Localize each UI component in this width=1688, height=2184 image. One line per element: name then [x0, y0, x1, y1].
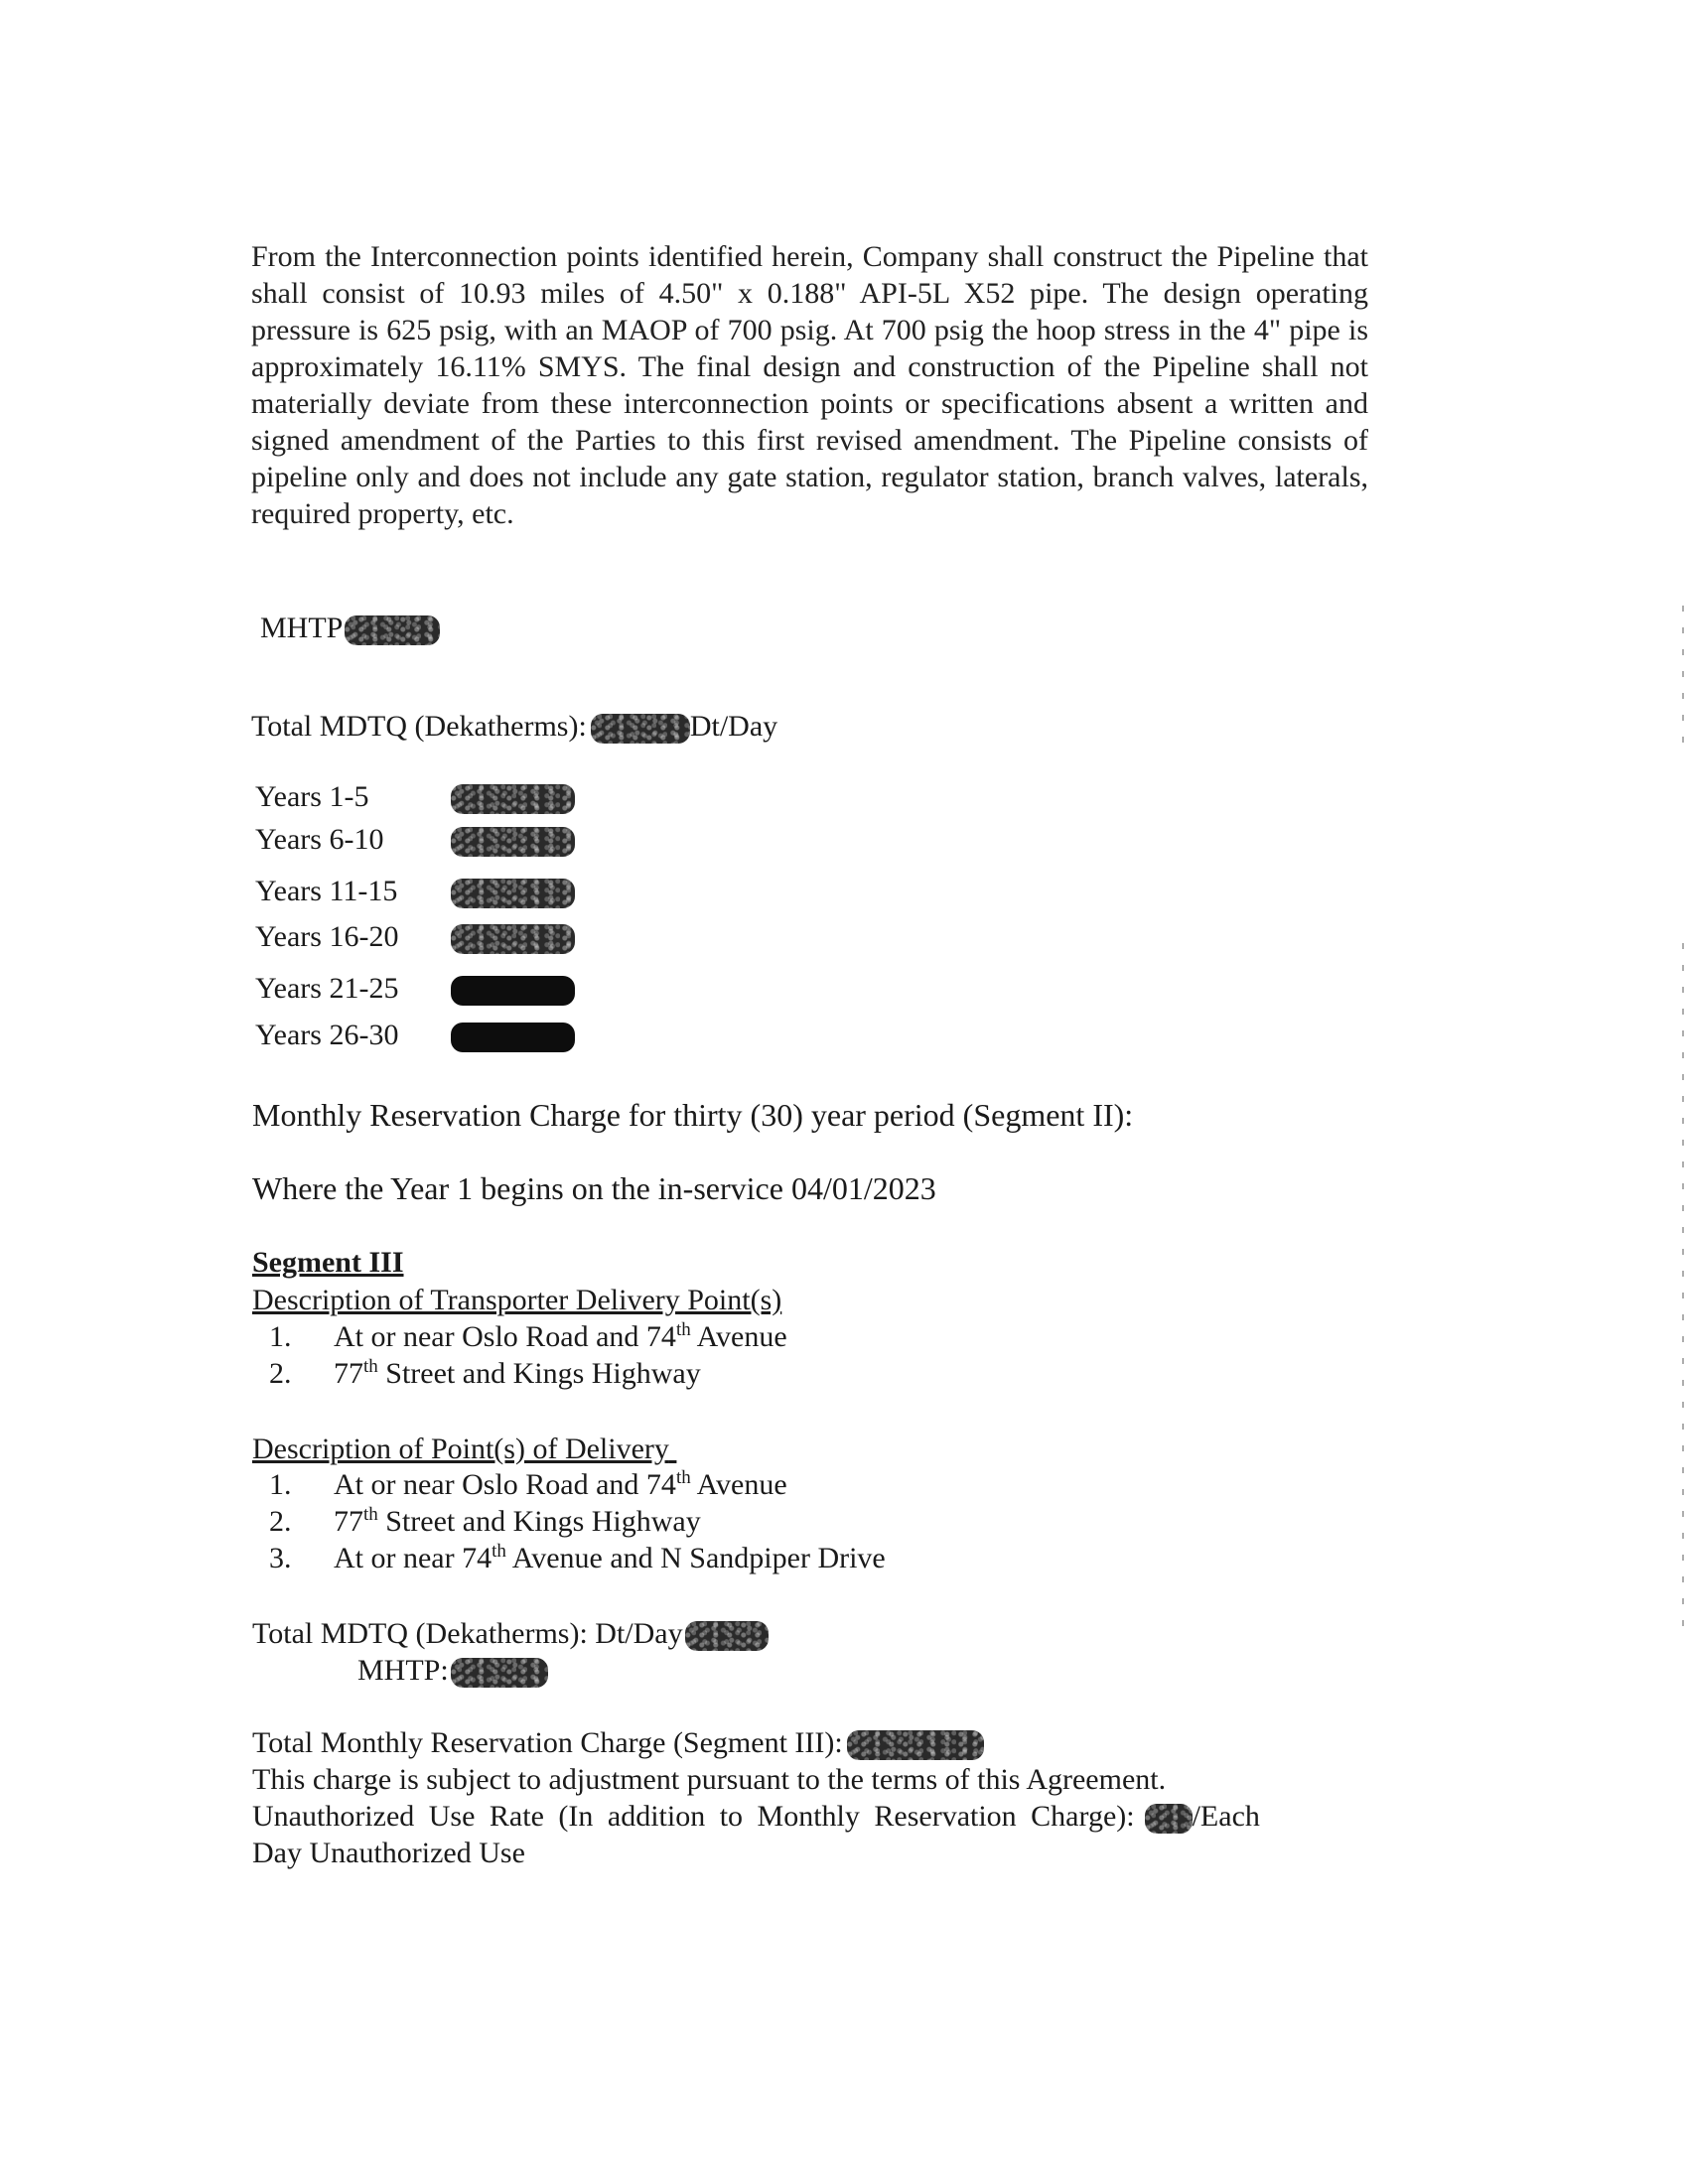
segment3-total-mdtq-label: Total MDTQ (Dekatherms): Dt/Day — [252, 1617, 683, 1650]
years-label: Years 21-25 — [255, 972, 399, 1005]
delivery-points-heading: Description of Point(s) of Delivery — [252, 1433, 669, 1465]
list-number: 2. — [269, 1505, 292, 1538]
redaction-block — [451, 784, 575, 814]
pipeline-description-paragraph: From the Interconnection points identified herein, Company shall construct the Pipeline that shall consist of 10.93 miles of 4.50" x 0.188" API-5L X52 pipe. The design operating pressure is 625 psig, with an MAOP of 700 psig. At 700 psig the hoop stress in the 4" pipe is approximately 16.11% SMYS. The final design and construction of the Pipeline shall not materially deviate from these interconnection points or specifications absent a written and signed amendment of the Parties to this first revised amendment. The Pipeline consists of pipeline only and does not include any gate station, regulator station, branch valves, laterals, required property, etc. — [251, 240, 1368, 530]
mhtp-label: MHTP — [260, 612, 344, 644]
list-item: At or near Oslo Road and 74th Avenue — [334, 1319, 787, 1353]
total-mdtq-label: Total MDTQ (Dekatherms): — [251, 710, 587, 743]
unauthorized-use-label: Unauthorized Use Rate (In addition to Monthly Reservation Charge): — [252, 1800, 1135, 1833]
year1-line: Where the Year 1 begins on the in-service 04/01/2023 — [252, 1170, 936, 1206]
unauthorized-use-line — [252, 1798, 1354, 1836]
redaction-block — [591, 714, 690, 744]
list-item: At or near Oslo Road and 74th Avenue — [334, 1467, 787, 1501]
redaction-block — [451, 924, 575, 954]
list-number: 2. — [269, 1357, 292, 1390]
transporter-delivery-heading: Description of Transporter Delivery Point(s) — [252, 1284, 782, 1316]
years-label: Years 16-20 — [255, 920, 399, 953]
scan-margin-mark — [1682, 943, 1684, 1638]
segment-iii-heading: Segment III — [252, 1246, 404, 1279]
years-label: Years 26-30 — [255, 1019, 399, 1051]
segment3-total-mdtq-line — [252, 1615, 769, 1653]
redaction-block — [451, 827, 575, 857]
total-mdtq-unit: Dt/Day — [689, 710, 778, 743]
redaction-block — [1145, 1804, 1193, 1834]
segment3-total-monthly-charge-line — [252, 1724, 984, 1762]
list-number: 3. — [269, 1542, 292, 1574]
list-item: At or near 74th Avenue and N Sandpiper Drive — [334, 1541, 886, 1574]
redaction-block — [451, 976, 575, 1006]
segment3-mhtp-label: MHTP: — [357, 1654, 449, 1687]
mhtp-line — [260, 610, 440, 647]
unauthorized-use-suffix: /Each — [1192, 1800, 1260, 1833]
list-item: 77th Street and Kings Highway — [334, 1504, 701, 1538]
years-label: Years 1-5 — [255, 780, 369, 813]
redaction-block — [847, 1730, 984, 1760]
years-label: Years 11-15 — [255, 875, 398, 907]
unauthorized-use-line-2: Day Unauthorized Use — [252, 1837, 525, 1869]
redaction-block — [451, 1023, 575, 1052]
total-mdtq-line — [251, 708, 777, 746]
redaction-block — [451, 1658, 548, 1688]
redaction-block — [685, 1621, 769, 1651]
segment3-total-monthly-charge-label: Total Monthly Reservation Charge (Segment III): — [252, 1726, 843, 1759]
monthly-charge-line: Monthly Reservation Charge for thirty (30) year period (Segment II): — [252, 1097, 1134, 1133]
adjustment-line: This charge is subject to adjustment pursuant to the terms of this Agreement. — [252, 1763, 1167, 1796]
segment3-mhtp-line — [357, 1652, 548, 1690]
years-label: Years 6-10 — [255, 823, 384, 856]
redaction-block — [451, 879, 575, 908]
list-number: 1. — [269, 1468, 292, 1501]
list-item: 77th Street and Kings Highway — [334, 1356, 701, 1390]
redaction-block — [345, 615, 440, 645]
list-number: 1. — [269, 1320, 292, 1353]
scan-margin-mark — [1682, 606, 1684, 745]
